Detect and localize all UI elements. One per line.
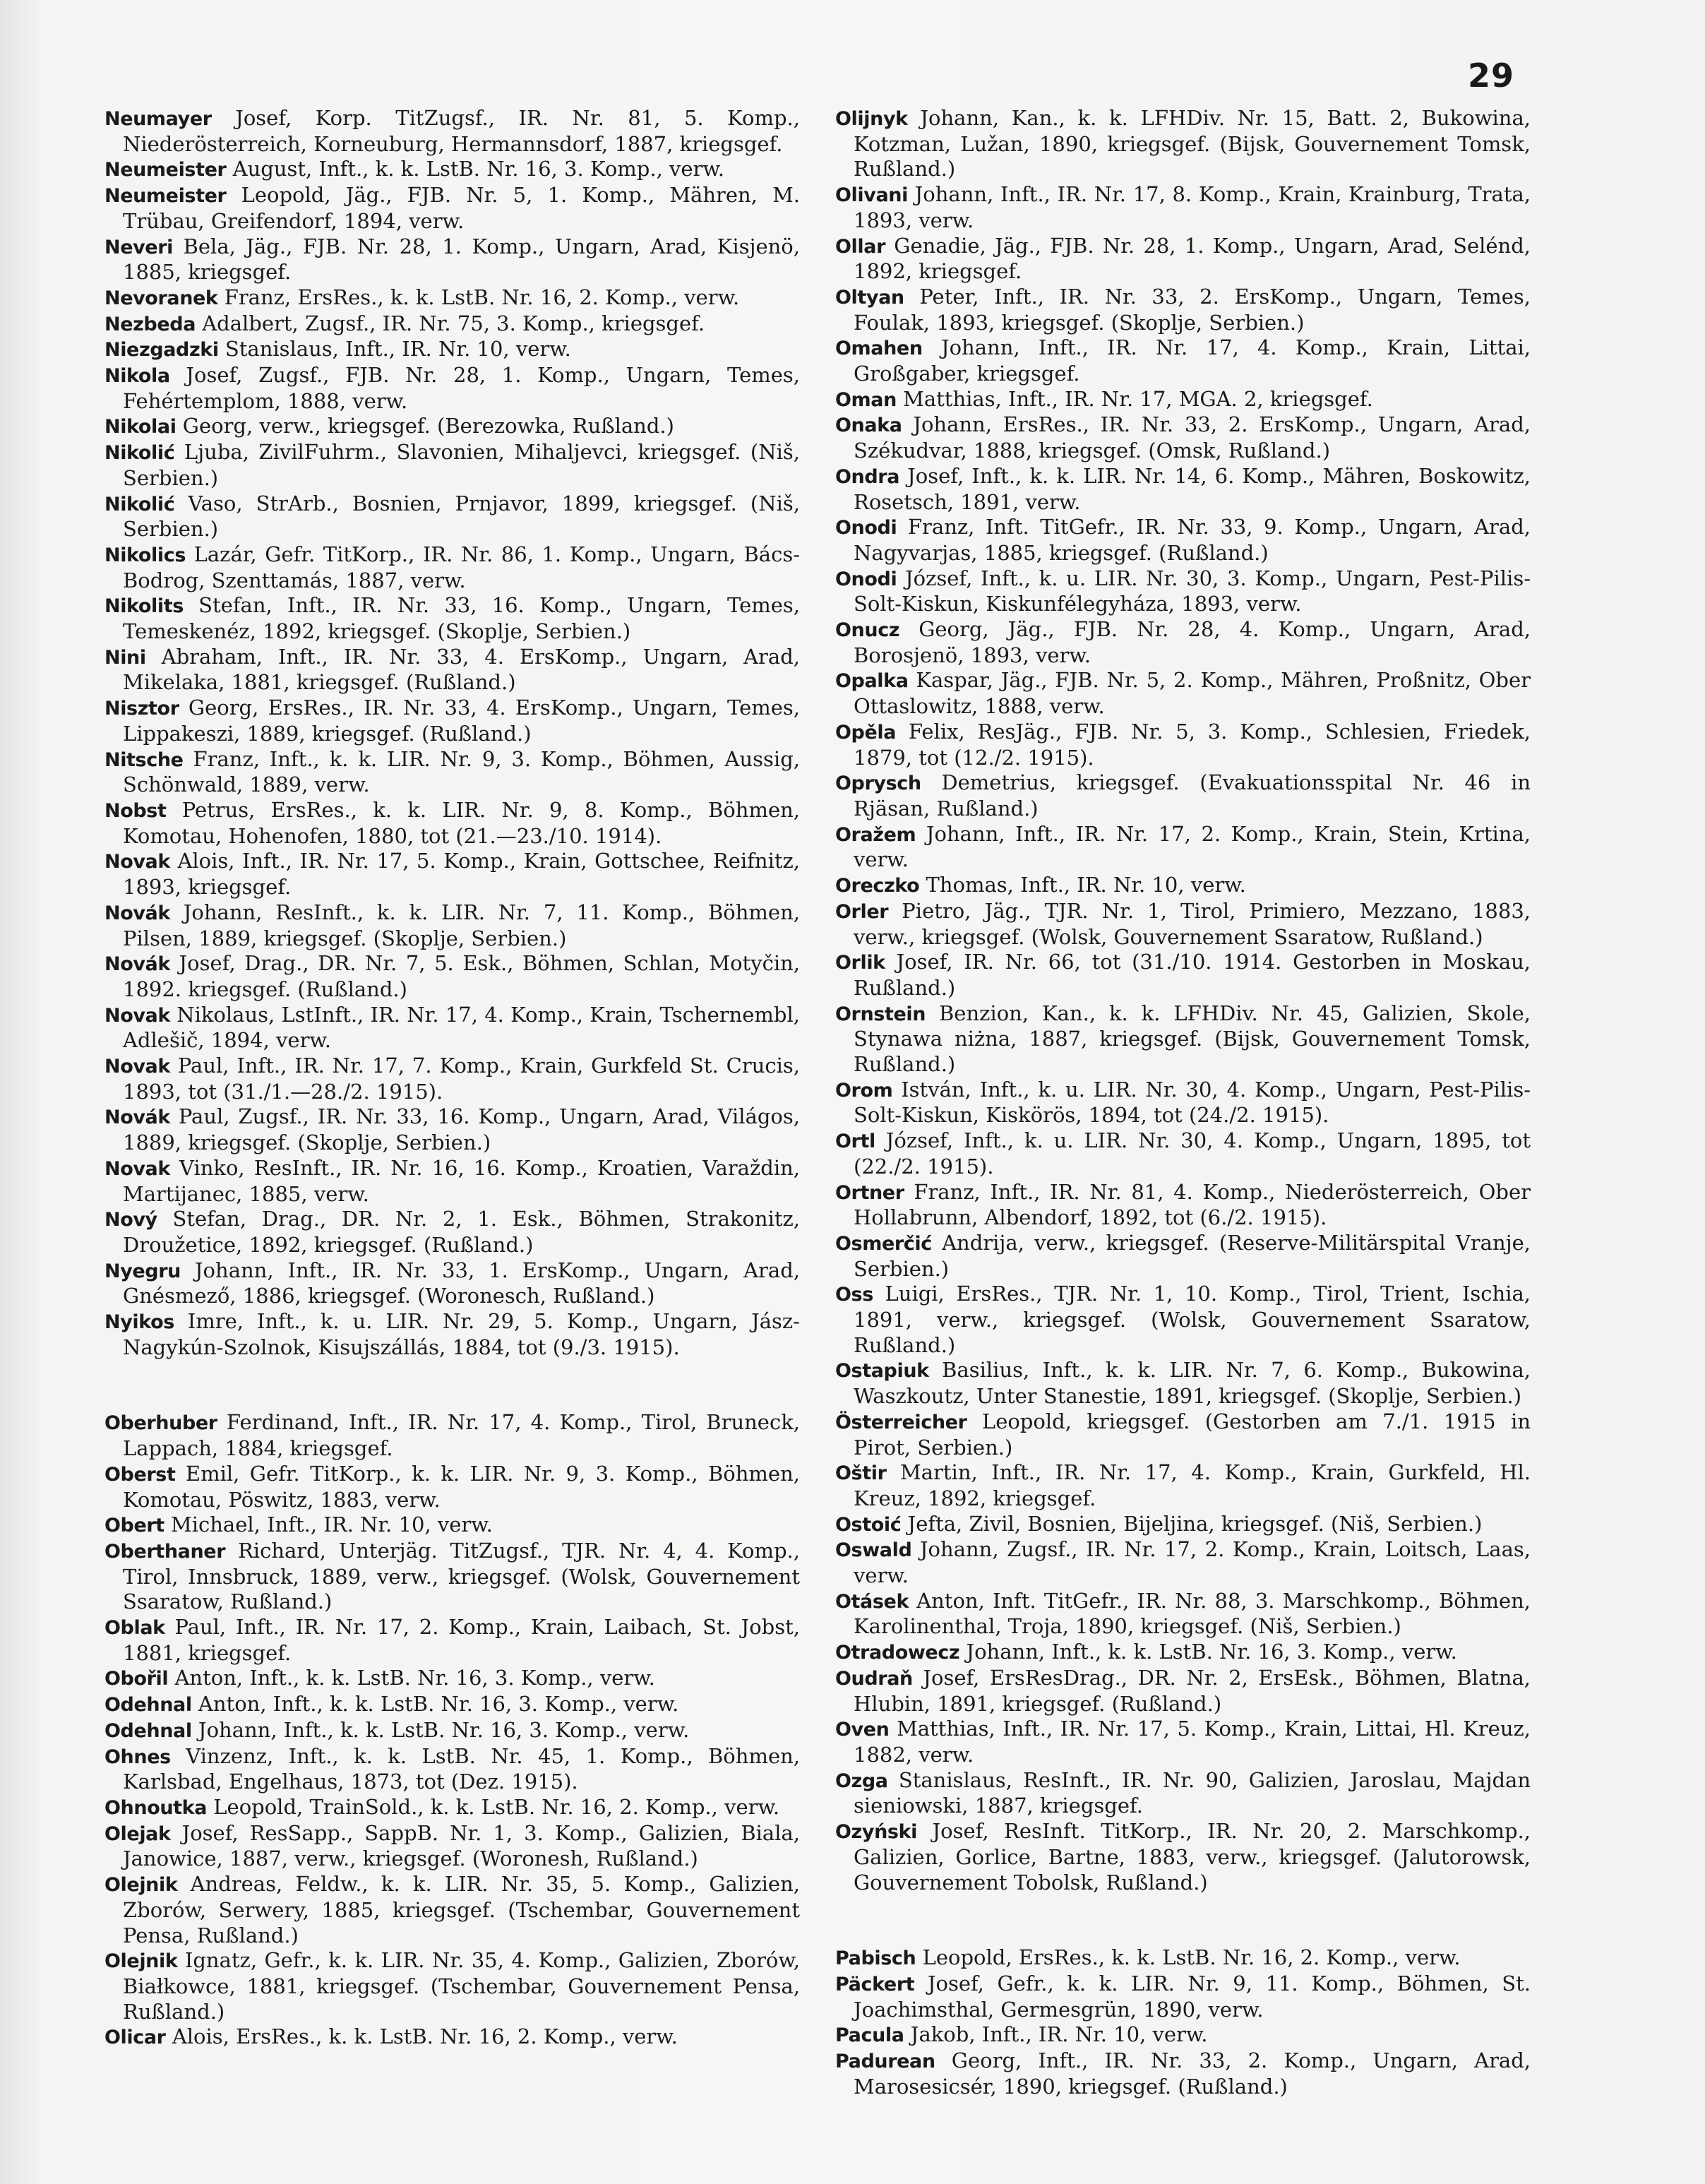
entry-surname: Nikolić bbox=[104, 493, 175, 515]
entry-surname: Ohnes bbox=[104, 1746, 171, 1768]
entry-surname: Nikolić bbox=[104, 442, 175, 465]
register-entry bbox=[835, 1128, 1531, 1179]
entry-details: Johann, Inft., IR. Nr. 17, 2. Komp., Krain, Stein, Krtina, verw. bbox=[854, 821, 1531, 872]
entry-details: Josef, Gefr., k. k. LIR. Nr. 9, 11. Komp., Böhmen, St. Joachimsthal, Germesgrün, 1890, verw. bbox=[854, 1971, 1531, 2022]
entry-surname: Nitsche bbox=[104, 748, 184, 771]
entry-details: Josef, Drag., DR. Nr. 7, 5. Esk., Böhmen, Schlan, Motyčin, 1892. kriegsgef. (Rußland.) bbox=[123, 951, 800, 1001]
register-entry bbox=[104, 1692, 800, 1718]
entry-surname: Oman bbox=[835, 388, 897, 411]
entry-surname: Ozga bbox=[835, 1770, 888, 1792]
register-entry bbox=[104, 900, 800, 951]
entry-surname: Oswald bbox=[835, 1539, 912, 1562]
entry-surname: Novák bbox=[104, 1106, 170, 1129]
entry-surname: Oražem bbox=[835, 823, 916, 846]
entry-details: Franz, Inft., k. k. LIR. Nr. 9, 3. Komp., Böhmen, Aussig, Schönwald, 1889, verw. bbox=[123, 746, 800, 797]
entry-details: Georg, ErsRes., IR. Nr. 33, 4. ErsKomp., Ungarn, Temes, Lippakeszi, 1889, kriegsgef. (Rußland.) bbox=[123, 696, 800, 746]
entry-surname: Österreicher bbox=[835, 1411, 967, 1433]
entry-surname: Oudraň bbox=[835, 1667, 913, 1690]
entry-surname: Ostoić bbox=[835, 1513, 902, 1536]
register-entry bbox=[835, 285, 1531, 335]
entry-details: Richard, Unterjäg. TitZugsf., TJR. Nr. 4, 4. Komp., Tirol, Innsbruck, 1889, verw., kriegsgef. (Wolsk, Gouvernement Ssaratow, Rußland.) bbox=[123, 1538, 800, 1614]
entry-surname: Neumeister bbox=[104, 185, 227, 208]
entry-details: August, Inft., k. k. LstB. Nr. 16, 3. Komp., verw. bbox=[226, 157, 725, 181]
entry-surname: Novak bbox=[104, 1004, 170, 1027]
register-entry bbox=[835, 387, 1531, 413]
register-entry bbox=[835, 899, 1531, 950]
register-entry bbox=[104, 1309, 800, 1360]
entry-details: Ferdinand, Inft., IR. Nr. 17, 4. Komp., Tirol, Bruneck, Lappach, 1884, kriegsgef. bbox=[123, 1410, 800, 1461]
entry-details: Vinzenz, Inft., k. k. LstB. Nr. 45, 1. Komp., Böhmen, Karlsbad, Engelhaus, 1873, tot (Dez. 1915). bbox=[123, 1743, 800, 1794]
entry-surname: Novák bbox=[104, 953, 170, 976]
register-entry bbox=[104, 1666, 800, 1692]
entry-surname: Odehnal bbox=[104, 1719, 192, 1742]
entry-details: Paul, Zugsf., IR. Nr. 33, 16. Komp., Ungarn, Arad, Világos, 1889, kriegsgef. (Skoplje, Serbien.) bbox=[123, 1104, 800, 1155]
register-entry bbox=[104, 1615, 800, 1666]
register-entry bbox=[104, 1258, 800, 1309]
entry-details: Johann, Kan., k. k. LFHDiv. Nr. 15, Batt. 2, Bukowina, Kotzman, Lužan, 1890, kriegsgef. (Bijsk, Gouvernement Tomsk, Rußland.) bbox=[854, 106, 1531, 181]
register-entry bbox=[104, 1718, 800, 1744]
register-entry bbox=[104, 1104, 800, 1155]
register-entry bbox=[104, 1003, 800, 1054]
entry-surname: Niezgadzki bbox=[104, 339, 219, 362]
entry-surname: Opalka bbox=[835, 670, 909, 693]
register-entry bbox=[104, 645, 800, 696]
entry-details: Stanislaus, Inft., IR. Nr. 10, verw. bbox=[218, 337, 571, 362]
register-entry bbox=[104, 363, 800, 414]
entry-surname: Oreczko bbox=[835, 875, 920, 897]
entry-surname: Olicar bbox=[104, 2027, 166, 2049]
entry-details: Josef, IR. Nr. 66, tot (31./10. 1914. Gestorben in Moskau, Rußland.) bbox=[854, 950, 1531, 1000]
entry-details: Ljuba, ZivilFuhrm., Slavonien, Mihaljevci, kriegsgef. (Niš, Serbien.) bbox=[123, 440, 800, 490]
register-entry bbox=[835, 1768, 1531, 1819]
entry-details: Kaspar, Jäg., FJB. Nr. 5, 2. Komp., Mähren, Proßnitz, Ober Ottaslowitz, 1888, verw. bbox=[854, 668, 1531, 719]
register-entry bbox=[835, 720, 1531, 770]
entry-surname: Oss bbox=[835, 1284, 873, 1306]
register-entry bbox=[104, 747, 800, 798]
entry-surname: Onucz bbox=[835, 619, 900, 642]
register-entry bbox=[835, 1460, 1531, 1511]
entry-surname: Onodi bbox=[835, 517, 897, 539]
entry-surname: Ondra bbox=[835, 465, 900, 488]
register-entry bbox=[104, 440, 800, 491]
entry-surname: Ostapiuk bbox=[835, 1360, 929, 1383]
entry-details: Jakob, Inft., IR. Nr. 10, verw. bbox=[904, 2022, 1208, 2047]
register-entry bbox=[104, 1744, 800, 1795]
register-entry bbox=[104, 234, 800, 285]
register-entry bbox=[835, 106, 1531, 182]
entry-details: Imre, Inft., k. u. LIR. Nr. 29, 5. Komp., Ungarn, Jász-Nagykún-Szolnok, Kisujszállás, 1884, tot (9./3. 1915). bbox=[123, 1309, 800, 1359]
register-entry bbox=[104, 183, 800, 234]
entry-surname: Nyikos bbox=[104, 1311, 174, 1334]
entry-surname: Omahen bbox=[835, 338, 923, 360]
entry-details: Anton, Inft. TitGefr., IR. Nr. 88, 3. Marschkomp., Böhmen, Karolinenthal, Troja, 1890, kriegsgef. (Niš, Serbien.) bbox=[854, 1588, 1531, 1639]
entry-surname: Nikolai bbox=[104, 416, 177, 438]
entry-details: Andrija, verw., kriegsgef. (Reserve-Militärspital Vranje, Serbien.) bbox=[854, 1230, 1531, 1281]
register-entry bbox=[104, 491, 800, 542]
entry-details: Franz, Inft. TitGefr., IR. Nr. 33, 9. Komp., Ungarn, Arad, Nagyvarjas, 1885, kriegsgef. (Rußland.) bbox=[854, 515, 1531, 565]
entry-details: Stefan, Drag., DR. Nr. 2, 1. Esk., Böhmen, Strakonitz, Droužetice, 1892, kriegsgef. (Rußland.) bbox=[123, 1207, 800, 1257]
entry-details: István, Inft., k. u. LIR. Nr. 30, 4. Komp., Ungarn, Pest-Pilis-Solt-Kiskun, Kiskörös, 1894, tot (24./2. 1915). bbox=[854, 1077, 1531, 1128]
entry-details: Josef, Inft., k. k. LIR. Nr. 14, 6. Komp., Mähren, Boskowitz, Rosetsch, 1891, verw. bbox=[854, 463, 1531, 514]
register-entry bbox=[835, 2048, 1531, 2099]
entry-details: Georg, Inft., IR. Nr. 33, 2. Komp., Ungarn, Arad, Marosesicsér, 1890, kriegsgef. (Rußland.) bbox=[854, 2048, 1531, 2099]
register-entry bbox=[835, 1971, 1531, 2022]
entry-surname: Oven bbox=[835, 1719, 890, 1741]
register-entry bbox=[104, 951, 800, 1002]
entry-surname: Pabisch bbox=[835, 1947, 916, 1970]
register-entry bbox=[835, 515, 1531, 566]
register-entry bbox=[104, 593, 800, 644]
register-entry bbox=[104, 285, 800, 311]
register-entry bbox=[104, 1462, 800, 1512]
register-entry bbox=[835, 234, 1531, 285]
entry-surname: Olijnyk bbox=[835, 108, 908, 130]
entry-details: Ignatz, Gefr., k. k. LIR. Nr. 35, 4. Komp., Galizien, Zborów, Białkowce, 1881, kriegsgef. (Tschembar, Gouvernement Pensa, Rußland.) bbox=[123, 1948, 800, 2024]
entry-details: Alois, Inft., IR. Nr. 17, 5. Komp., Krain, Gottschee, Reifnitz, 1893, kriegsgef. bbox=[123, 849, 800, 900]
register-entry bbox=[835, 2022, 1531, 2048]
page-number: 29 bbox=[1467, 56, 1514, 95]
register-entry bbox=[104, 798, 800, 849]
register-entry bbox=[835, 412, 1531, 463]
register-entry bbox=[104, 1156, 800, 1207]
register-entry bbox=[104, 696, 800, 746]
entry-surname: Oltyan bbox=[835, 286, 904, 309]
entry-surname: Novak bbox=[104, 1157, 170, 1180]
register-entry bbox=[104, 1821, 800, 1872]
entry-surname: Novák bbox=[104, 902, 170, 924]
register-entry bbox=[835, 1078, 1531, 1128]
register-entry bbox=[104, 849, 800, 900]
right-column bbox=[835, 106, 1531, 2099]
register-entry bbox=[835, 1945, 1531, 1971]
register-entry bbox=[835, 1819, 1531, 1895]
register-entry bbox=[835, 668, 1531, 719]
entry-details: Paul, Inft., IR. Nr. 17, 2. Komp., Krain, Laibach, St. Jobst, 1881, kriegsgef. bbox=[123, 1615, 800, 1665]
entry-details: Leopold, ErsRes., k. k. LstB. Nr. 16, 2. Komp., verw. bbox=[916, 1945, 1461, 1970]
entry-details: Josef, ResInft. TitKorp., IR. Nr. 20, 2. Marschkomp., Galizien, Gorlice, Bartne, 1883, verw., kriegsgef. (Jalutorowsk, Gouvernement Tobolsk, Rußland.) bbox=[854, 1819, 1531, 1894]
entry-details: Nikolaus, LstInft., IR. Nr. 17, 4. Komp., Krain, Tschernembl, Adlešič, 1894, verw. bbox=[123, 1002, 800, 1053]
entry-details: Josef, ErsResDrag., DR. Nr. 2, ErsEsk., Böhmen, Blatna, Hlubin, 1891, kriegsgef. (Rußland.) bbox=[854, 1665, 1531, 1716]
entry-surname: Obořil bbox=[104, 1668, 169, 1690]
entry-surname: Orom bbox=[835, 1079, 893, 1102]
entry-details: Felix, ResJäg., FJB. Nr. 5, 3. Komp., Schlesien, Friedek, 1879, tot (12./2. 1915). bbox=[854, 719, 1531, 770]
entry-details: Benzion, Kan., k. k. LFHDiv. Nr. 45, Galizien, Skole, Stynawa niżna, 1887, kriegsgef. (Bijsk, Gouvernement Tomsk, Rußland.) bbox=[854, 1001, 1531, 1077]
entry-details: Anton, Inft., k. k. LstB. Nr. 16, 3. Komp., verw. bbox=[168, 1666, 655, 1690]
register-entry bbox=[835, 1231, 1531, 1282]
entry-details: Lazár, Gefr. TitKorp., IR. Nr. 86, 1. Komp., Ungarn, Bács-Bodrog, Szenttamás, 1887, verw. bbox=[123, 542, 800, 592]
entry-details: Matthias, Inft., IR. Nr. 17, 5. Komp., Krain, Littai, Hl. Kreuz, 1882, verw. bbox=[854, 1717, 1531, 1767]
entry-surname: Orlik bbox=[835, 952, 885, 974]
register-entry bbox=[835, 335, 1531, 386]
entry-details: Petrus, ErsRes., k. k. LIR. Nr. 9, 8. Komp., Böhmen, Komotau, Hohenofen, 1880, tot (21.—23./10. 1914). bbox=[123, 797, 800, 848]
entry-details: Leopold, kriegsgef. (Gestorben am 7./1. 1915 in Pirot, Serbien.) bbox=[854, 1409, 1531, 1460]
register-entry bbox=[104, 1207, 800, 1258]
entry-surname: Neumayer bbox=[104, 108, 212, 130]
entry-surname: Onodi bbox=[835, 568, 897, 590]
entry-surname: Olejak bbox=[104, 1822, 171, 1845]
entry-surname: Ornstein bbox=[835, 1003, 926, 1025]
entry-details: Josef, ResSapp., SappB. Nr. 1, 3. Komp., Galizien, Biala, Janowice, 1887, verw., kriegsgef. (Woronesh, Rußland.) bbox=[123, 1820, 800, 1871]
entry-surname: Oblak bbox=[104, 1617, 165, 1640]
entry-surname: Ohnoutka bbox=[104, 1797, 208, 1819]
register-entry bbox=[835, 873, 1531, 899]
entry-surname: Olejnik bbox=[104, 1950, 178, 1973]
entry-surname: Novak bbox=[104, 851, 170, 873]
entry-details: Jefta, Zivil, Bosnien, Bijeljina, kriegsgef. (Niš, Serbien.) bbox=[901, 1511, 1483, 1536]
entry-details: Peter, Inft., IR. Nr. 33, 2. ErsKomp., Ungarn, Temes, Foulak, 1893, kriegsgef. (Skoplje, Serbien.) bbox=[854, 284, 1531, 335]
entry-details: Johann, ErsRes., IR. Nr. 33, 2. ErsKomp., Ungarn, Arad, Székudvar, 1888, kriegsgef. (Omsk, Rußland.) bbox=[854, 412, 1531, 463]
entry-details: Vaso, StrArb., Bosnien, Prnjavor, 1899, kriegsgef. (Niš, Serbien.) bbox=[123, 491, 800, 542]
register-entry bbox=[835, 182, 1531, 233]
entry-surname: Oberthaner bbox=[104, 1540, 226, 1563]
entry-details: Johann, Inft., k. k. LstB. Nr. 16, 3. Komp., verw. bbox=[191, 1717, 690, 1742]
entry-surname: Nisztor bbox=[104, 698, 179, 720]
register-entry bbox=[835, 1001, 1531, 1078]
entry-surname: Oprysch bbox=[835, 772, 921, 795]
entry-surname: Pacula bbox=[835, 2024, 904, 2047]
register-entry bbox=[104, 311, 800, 338]
register-entry bbox=[835, 464, 1531, 515]
entry-details: Thomas, Inft., IR. Nr. 10, verw. bbox=[919, 873, 1246, 897]
entry-details: Anton, Inft., k. k. LstB. Nr. 16, 3. Komp., verw. bbox=[191, 1692, 679, 1717]
entry-surname: Olivani bbox=[835, 184, 908, 207]
register-entry bbox=[104, 1512, 800, 1539]
entry-details: Stefan, Inft., IR. Nr. 33, 16. Komp., Ungarn, Temes, Temeskenéz, 1892, kriegsgef. (Skoplje, Serbien.) bbox=[123, 593, 800, 644]
entry-details: Genadie, Jäg., FJB. Nr. 28, 1. Komp., Ungarn, Arad, Selénd, 1892, kriegsgef. bbox=[854, 233, 1531, 284]
entry-details: Johann, Inft., IR. Nr. 17, 4. Komp., Krain, Littai, Großgaber, kriegsgef. bbox=[854, 335, 1531, 386]
entry-details: Johann, Inft., IR. Nr. 17, 8. Komp., Krain, Krainburg, Trata, 1893, verw. bbox=[854, 182, 1531, 232]
entry-details: Adalbert, Zugsf., IR. Nr. 75, 3. Komp., kriegsgef. bbox=[196, 311, 705, 335]
entry-details: Demetrius, kriegsgef. (Evakuationsspital Nr. 46 in Rjäsan, Rußland.) bbox=[854, 770, 1531, 821]
entry-details: Franz, Inft., IR. Nr. 81, 4. Komp., Niederösterreich, Ober Hollabrunn, Albendorf, 1892, tot (6./2. 1915). bbox=[854, 1179, 1531, 1230]
register-entry bbox=[835, 1358, 1531, 1409]
entry-surname: Oberhuber bbox=[104, 1412, 217, 1435]
entry-details: Leopold, Jäg., FJB. Nr. 5, 1. Komp., Mähren, M. Trübau, Greifendorf, 1894, verw. bbox=[123, 183, 800, 233]
entry-surname: Nini bbox=[104, 646, 146, 669]
register-entry bbox=[835, 950, 1531, 1001]
entry-surname: Onaka bbox=[835, 414, 902, 437]
entry-details: Abraham, Inft., IR. Nr. 33, 4. ErsKomp., Ungarn, Arad, Mikelaka, 1881, kriegsgef. (Rußland.) bbox=[123, 644, 800, 695]
register-entry bbox=[835, 1409, 1531, 1460]
entry-surname: Nevoranek bbox=[104, 287, 218, 309]
entry-surname: Nyegru bbox=[104, 1260, 181, 1282]
register-entry bbox=[104, 1539, 800, 1615]
entry-details: Alois, ErsRes., k. k. LstB. Nr. 16, 2. Komp., verw. bbox=[165, 2024, 678, 2049]
entry-details: Emil, Gefr. TitKorp., k. k. LIR. Nr. 9, 3. Komp., Böhmen, Komotau, Pöswitz, 1883, verw. bbox=[123, 1461, 800, 1512]
register-entry bbox=[104, 1872, 800, 1948]
entry-surname: Nikolits bbox=[104, 595, 184, 618]
register-entry bbox=[835, 770, 1531, 821]
entry-details: Leopold, TrainSold., k. k. LstB. Nr. 16, 2. Komp., verw. bbox=[207, 1795, 780, 1819]
entry-surname: Opěla bbox=[835, 721, 897, 744]
register-entry bbox=[835, 1589, 1531, 1640]
entry-details: Andreas, Feldw., k. k. LIR. Nr. 35, 5. Komp., Galizien, Zborów, Serwery, 1885, kriegsgef. (Tschembar, Gouvernement Pensa, Rußland.) bbox=[123, 1872, 800, 1947]
entry-surname: Ortl bbox=[835, 1130, 875, 1153]
entry-surname: Oštir bbox=[835, 1462, 887, 1485]
register-entry bbox=[104, 1795, 800, 1821]
entry-details: Josef, Zugsf., FJB. Nr. 28, 1. Komp., Ungarn, Temes, Fehértemplom, 1888, verw. bbox=[123, 363, 800, 413]
entry-surname: Orler bbox=[835, 900, 889, 923]
entry-details: Stanislaus, ResInft., IR. Nr. 90, Galizien, Jaroslau, Majdan sieniowski, 1887, kriegsgef. bbox=[854, 1767, 1531, 1818]
entry-surname: Päckert bbox=[835, 1973, 915, 1995]
entry-details: Georg, Jäg., FJB. Nr. 28, 4. Komp., Ungarn, Arad, Borosjenö, 1893, verw. bbox=[854, 617, 1531, 667]
register-entry bbox=[104, 1948, 800, 2024]
entry-details: József, Inft., k. u. LIR. Nr. 30, 3. Komp., Ungarn, Pest-Pilis-Solt-Kiskun, Kiskunfélegyháza, 1893, verw. bbox=[854, 566, 1531, 616]
entry-surname: Nikola bbox=[104, 365, 170, 388]
register-entry bbox=[104, 106, 800, 157]
entry-surname: Ollar bbox=[835, 235, 885, 258]
entry-surname: Novak bbox=[104, 1056, 170, 1078]
register-entry bbox=[104, 337, 800, 363]
register-entry bbox=[104, 2024, 800, 2051]
entry-details: Franz, ErsRes., k. k. LstB. Nr. 16, 2. Komp., verw. bbox=[217, 285, 740, 309]
entry-details: Johann, ResInft., k. k. LIR. Nr. 7, 11. Komp., Böhmen, Pilsen, 1889, kriegsgef. (Skoplje, Serbien.) bbox=[123, 900, 800, 950]
entry-surname: Neumeister bbox=[104, 159, 227, 181]
entry-surname: Olejnik bbox=[104, 1874, 178, 1897]
entry-details: Paul, Inft., IR. Nr. 17, 7. Komp., Krain, Gurkfeld St. Crucis, 1893, tot (31./1.—28./2. 1915). bbox=[123, 1054, 800, 1104]
register-entry bbox=[835, 822, 1531, 873]
register-entry bbox=[835, 1537, 1531, 1588]
entry-surname: Osmerčić bbox=[835, 1232, 932, 1255]
register-entry bbox=[104, 157, 800, 183]
register-entry bbox=[104, 542, 800, 593]
entry-details: Basilius, Inft., k. k. LIR. Nr. 7, 6. Komp., Bukowina, Waszkoutz, Unter Stanestie, 1891, kriegsgef. (Skoplje, Serbien.) bbox=[854, 1358, 1531, 1409]
entry-surname: Nobst bbox=[104, 799, 167, 822]
register-entry bbox=[104, 1410, 800, 1461]
register-entry bbox=[835, 1282, 1531, 1358]
entry-details: Pietro, Jäg., TJR. Nr. 1, Tirol, Primiero, Mezzano, 1883, verw., kriegsgef. (Wolsk, Gouvernement Ssaratow, Rußland.) bbox=[854, 898, 1531, 949]
entry-details: Johann, Inft., IR. Nr. 33, 1. ErsKomp., Ungarn, Arad, Gnésmező, 1886, kriegsgef. (Woronesch, Rußland.) bbox=[123, 1258, 800, 1308]
entry-surname: Odehnal bbox=[104, 1694, 192, 1717]
register-entry bbox=[835, 617, 1531, 668]
entry-surname: Oberst bbox=[104, 1463, 176, 1486]
entry-details: Michael, Inft., IR. Nr. 10, verw. bbox=[164, 1512, 493, 1537]
section-gap bbox=[835, 1895, 1531, 1945]
entry-surname: Nikolics bbox=[104, 544, 186, 566]
entry-surname: Ozyński bbox=[835, 1821, 917, 1844]
register-entry bbox=[835, 1512, 1531, 1538]
entry-details: Johann, Inft., k. k. LstB. Nr. 16, 3. Komp., verw. bbox=[959, 1640, 1457, 1664]
entry-details: Matthias, Inft., IR. Nr. 17, MGA. 2, kriegsgef. bbox=[896, 386, 1373, 411]
register-entry bbox=[104, 414, 800, 440]
entry-surname: Neveri bbox=[104, 236, 173, 258]
entry-details: Luigi, ErsRes., TJR. Nr. 1, 10. Komp., Tirol, Trient, Ischia, 1891, verw., kriegsgef. (Wolsk, Gouvernement Ssaratow, Rußland.) bbox=[854, 1282, 1531, 1357]
entry-surname: Ortner bbox=[835, 1181, 904, 1204]
entry-surname: Nový bbox=[104, 1209, 157, 1231]
entry-surname: Nezbeda bbox=[104, 313, 196, 335]
entry-surname: Otásek bbox=[835, 1590, 909, 1613]
register-entry bbox=[835, 1640, 1531, 1666]
register-entry bbox=[835, 1666, 1531, 1717]
entry-details: Josef, Korp. TitZugsf., IR. Nr. 81, 5. Komp., Niederösterreich, Korneuburg, Hermannsdorf, 1887, kriegsgef. bbox=[123, 106, 800, 156]
register-entry bbox=[835, 566, 1531, 617]
register-entry bbox=[835, 1180, 1531, 1231]
entry-details: Georg, verw., kriegsgef. (Berezowka, Rußland.) bbox=[176, 414, 674, 438]
entry-details: Martin, Inft., IR. Nr. 17, 4. Komp., Krain, Gurkfeld, Hl. Kreuz, 1892, kriegsgef. bbox=[854, 1460, 1531, 1510]
section-gap bbox=[104, 1360, 800, 1410]
entry-details: Vinko, ResInft., IR. Nr. 16, 16. Komp., Kroatien, Varaždin, Martijanec, 1885, verw. bbox=[123, 1155, 800, 1206]
entry-surname: Otradowecz bbox=[835, 1642, 960, 1664]
register-entry bbox=[835, 1717, 1531, 1767]
entry-details: Bela, Jäg., FJB. Nr. 28, 1. Komp., Ungarn, Arad, Kisjenö, 1885, kriegsgef. bbox=[123, 234, 800, 285]
entry-surname: Padurean bbox=[835, 2051, 935, 2073]
entry-surname: Obert bbox=[104, 1515, 164, 1537]
register-entry bbox=[104, 1054, 800, 1104]
entry-details: Johann, Zugsf., IR. Nr. 17, 2. Komp., Krain, Loitsch, Laas, verw. bbox=[854, 1537, 1531, 1588]
left-column bbox=[104, 106, 800, 2051]
entry-details: József, Inft., k. u. LIR. Nr. 30, 4. Komp., Ungarn, 1895, tot (22./2. 1915). bbox=[854, 1128, 1531, 1178]
